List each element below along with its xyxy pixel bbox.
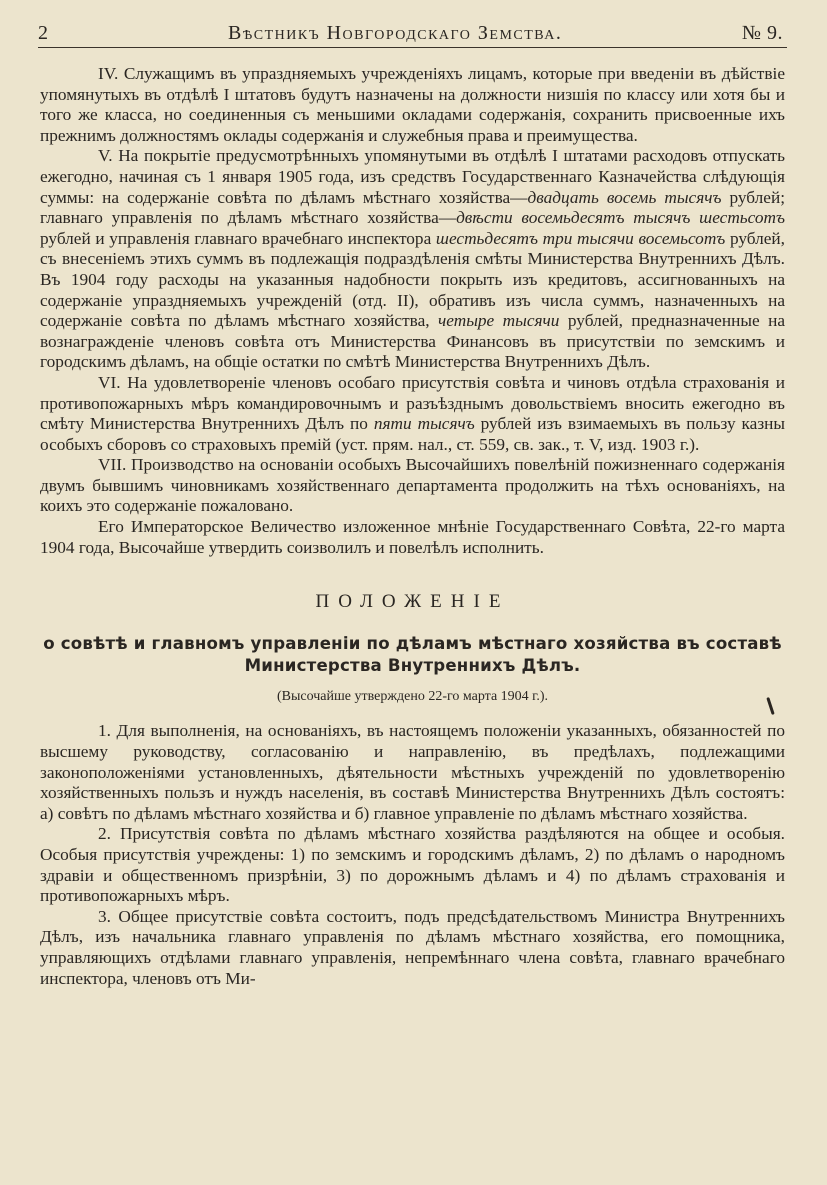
- section-vi-text-2: рублей изъ взимаемыхъ въ пользу казны особыхъ сборовъ со страховыхъ премій (уст. прям. нал., ст. 559, св. зак., т. V, изд. 1903 г.).: [40, 414, 785, 454]
- regulation-subtitle: о совѣтѣ и главномъ управленіи по дѣламъ мѣстнаго хозяйства въ составѣ Министерства Внутреннихъ Дѣлъ.: [43, 633, 782, 675]
- page-number: 2: [38, 21, 49, 44]
- section-vi-amount: пяти тысячъ: [373, 414, 475, 434]
- section-v-amount-3: шестьдесятъ три тысячи восемьсотъ: [435, 228, 726, 248]
- section-iv: IV. Служащимъ въ упраздняемыхъ учрежденіяхъ лицамъ, которые при введеніи въ дѣйствіе упомянутыхъ въ отдѣлѣ I штатовъ будутъ назначены на должности низшія по классу или хотя бы и того же класса, но соединенныя съ меньшими окладами содержанія, сохранить присвоенные ихъ прежнимъ должностямъ оклады содержанія и служебныя права и преимущества.: [40, 64, 785, 145]
- section-v: [40, 146, 785, 373]
- closing-paragraph: Его Императорское Величество изложенное мнѣніе Государственнаго Совѣта, 22-го марта 1904 года, Высочайше утвердить соизволилъ и повелѣлъ исполнить.: [40, 517, 785, 557]
- section-v-amount-2: двѣсти восемьдесятъ тысячъ шестьсотъ: [456, 208, 785, 228]
- regulation-item-3: 3. Общее присутствіе совѣта состоитъ, подъ предсѣдательствомъ Министра Внутреннихъ Дѣлъ, изъ начальника главнаго управленія по дѣламъ мѣстнаго хозяйства, его помощника, управляющихъ отдѣлами главнаго управленія, непремѣннаго члена совѣта, главнаго врачебнаго инспектора, членовъ отъ Ми-: [40, 906, 785, 988]
- section-v-text-1: V. На покрытіе предусмотрѣнныхъ упомянутыми въ отдѣлѣ I штатами расходовъ отпускать ежегодно, начиная съ 1 января 1905 года, изъ средствъ Государственнаго Казначейства слѣдующія суммы: на содержаніе совѣта по дѣламъ мѣстнаго хозяйства—: [40, 146, 785, 207]
- section-vii: VII. Производство на основаніи особыхъ Высочайшихъ повелѣній пожизненнаго содержанія двумъ бывшимъ чиновникамъ хозяйственнаго департамента продолжить на тѣхъ основаніяхъ, на коихъ это содержаніе пожаловано.: [40, 455, 785, 516]
- issue-number: № 9.: [741, 21, 783, 44]
- section-v-text-2: рублей; главнаго управленія по дѣламъ мѣстнаго хозяйства—: [40, 187, 786, 228]
- regulation-item-1: 1. Для выполненія, на основаніяхъ, въ настоящемъ положеніи указанныхъ, обязанностей по высшему руководству, согласованію и направленію, въ предѣлахъ, подлежащими законоположеніями установленныхъ, дѣятельности мѣстныхъ учрежденій по удовлетворенію хозяйственныхъ пользъ и нуждъ населенія, въ составѣ Министерства Внутреннихъ Дѣлъ состоятъ: а) совѣтъ по дѣламъ мѣстнаго хозяйства и б) главное управленіе по дѣламъ мѣстнаго хозяйства.: [40, 721, 785, 823]
- section-v-amount-1: двадцать восемь тысячъ: [527, 187, 722, 207]
- section-vi: [40, 373, 785, 455]
- section-v-amount-4: четыре тысячи: [438, 311, 560, 331]
- header-rule: [38, 47, 787, 48]
- page-header: [38, 20, 783, 46]
- document-body: [40, 64, 785, 989]
- journal-title: Вѣстникъ Новгородскаго Земства.: [228, 21, 563, 44]
- regulation-title: ПОЛОЖЕНІЕ: [315, 591, 510, 613]
- regulation-item-2: 2. Присутствія совѣта по дѣламъ мѣстнаго хозяйства раздѣляются на общее и особыя. Особыя присутствія учреждены: 1) по земскимъ и городскимъ дѣламъ, 2) по дѣламъ о народномъ здравіи и общественномъ призрѣніи, 3) по дорожнымъ дѣламъ и 4) по дѣламъ страхованія и противопожарныхъ мѣръ.: [40, 824, 785, 906]
- section-v-text-3: рублей и управленія главнаго врачебнаго инспектора: [40, 228, 436, 248]
- section-v-text-5: рублей, предназначенные на вознагражденіе членовъ совѣта отъ Министерства Финансовъ въ присутствіи по земскимъ и городскимъ дѣламъ, на общіе остатки по смѣтѣ Министерства Внутреннихъ Дѣлъ.: [40, 311, 785, 372]
- section-vi-text-1: VI. На удовлетвореніе членовъ особаго присутствія совѣта и чиновъ отдѣла страхованія и противопожарныхъ мѣръ командировочнымъ и разъѣзднымъ довольствіемъ вносить ежегодно въ смѣту Министерства Внутреннихъ Дѣлъ по: [40, 372, 785, 434]
- section-v-text-4: рублей, съ внесеніемъ этихъ суммъ въ подлежащія подраздѣленія смѣты Министерства Внутреннихъ Дѣлъ. Въ 1904 году расходы на указанныя надобности покрыть изъ кредитовъ, ассигнованныхъ на содержаніе упраздняемыхъ учрежденій (отд. II), обративъ изъ числа суммъ, назначенныхъ на содержаніе совѣта по дѣламъ мѣстнаго хозяйства,: [40, 228, 785, 331]
- regulation-approval-note: (Высочайше утверждено 22-го марта 1904 г.).: [276, 688, 549, 704]
